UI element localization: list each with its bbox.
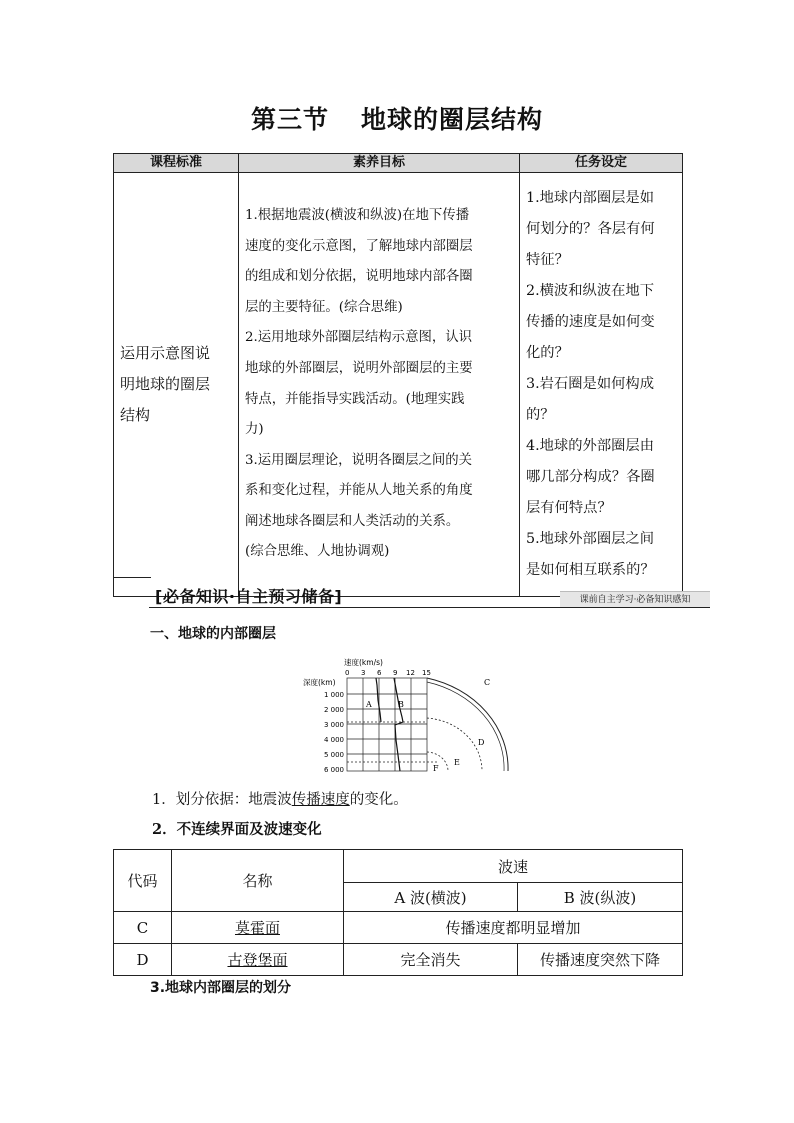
speed-tick: 12 — [406, 669, 415, 677]
tasks-cell — [520, 173, 683, 597]
seismic-wave-diagram — [298, 655, 510, 775]
goal-line: 速度的变化示意图，了解地球内部圈层 — [245, 238, 473, 254]
depth-tick: 3 000 — [323, 721, 344, 729]
task-line: 5.地球外部圈层之间 — [526, 531, 655, 547]
header-tasks: 任务设定 — [520, 154, 683, 173]
title-topic: 地球的圈层结构 — [361, 105, 544, 134]
task-line: 的？ — [526, 407, 555, 423]
header-wave-speed: 波速 — [344, 850, 683, 883]
task-line: 传播的速度是如何变 — [526, 314, 655, 330]
curriculum-standards-table — [113, 153, 683, 597]
task-line: 1.地球内部圈层是如 — [526, 190, 655, 206]
speed-tick: 3 — [361, 669, 366, 677]
name-value: 古登堡面 — [227, 951, 288, 969]
division-basis-prefix: 1．划分依据：地震波 — [152, 792, 292, 808]
division-basis-underlined: 传播速度 — [291, 792, 350, 808]
speed-ticks — [345, 669, 431, 677]
division-basis-suffix: 的变化。 — [349, 792, 408, 808]
depth-tick: 6 000 — [323, 766, 344, 774]
cell-name — [172, 912, 344, 944]
label-A: A — [366, 700, 372, 709]
section-divider — [149, 607, 710, 608]
task-line: 何划分的？各层有何 — [526, 221, 655, 237]
goal-line: 3.运用圈层理论，说明各圈层之间的关 — [245, 452, 473, 468]
header-a-wave: A 波(横波) — [344, 883, 518, 912]
standard-cell — [114, 173, 239, 597]
goal-line: 特点，并能指导实践活动。(地理实践 — [245, 391, 465, 407]
depth-tick: 1 000 — [323, 691, 344, 699]
task-line: 是如何相互联系的？ — [526, 562, 655, 578]
label-C: C — [484, 678, 491, 687]
label-E: E — [454, 758, 460, 767]
discontinuity-heading: 2．不连续界面及波速变化 — [152, 821, 322, 838]
cell-wave-change: 传播速度都明显增加 — [344, 912, 683, 944]
section-title: [必备知识·自主预习储备] — [155, 587, 343, 606]
cell-a-wave: 完全消失 — [344, 944, 518, 976]
division-basis — [152, 788, 408, 809]
standard-line: 结构 — [120, 406, 151, 424]
standard-line: 明地球的圈层 — [120, 375, 211, 393]
depth-tick: 4 000 — [323, 736, 344, 744]
task-line: 2.横波和纵波在地下 — [526, 283, 655, 299]
task-line: 特征？ — [526, 252, 569, 268]
header-goals: 素养目标 — [239, 154, 520, 173]
task-line: 哪几部分构成？各圈 — [526, 469, 655, 485]
label-B: B — [398, 700, 404, 709]
cell-code: D — [114, 944, 172, 976]
goal-line: (综合思维、人地协调观) — [245, 544, 390, 560]
name-value: 莫霍面 — [234, 919, 280, 937]
standard-line: 运用示意图说 — [120, 344, 211, 362]
table-bottom-rule — [113, 577, 151, 578]
grid — [347, 678, 427, 771]
title-section-number: 第三节 — [250, 105, 329, 134]
speed-axis-label: 速度(km/s) — [344, 658, 383, 667]
goal-line: 力) — [245, 422, 264, 438]
speed-tick: 9 — [393, 669, 398, 677]
discontinuity-table — [113, 849, 683, 976]
goal-line: 层的主要特征。(综合思维) — [245, 299, 403, 315]
depth-axis-label: 深度(km) — [303, 678, 336, 687]
goals-cell — [239, 173, 520, 597]
depth-tick: 2 000 — [323, 706, 344, 714]
heading-internal-layers: 一、地球的内部圈层 — [150, 626, 276, 642]
page-title — [0, 100, 794, 136]
goal-line: 的组成和划分依据，说明地球内部各圈 — [245, 269, 473, 285]
layer-division-heading: 3.地球内部圈层的划分 — [150, 980, 292, 996]
layer-labels — [365, 678, 490, 773]
cell-code: C — [114, 912, 172, 944]
section-tag: 课前自主学习·必备知识感知 — [560, 591, 710, 608]
header-name: 名称 — [172, 850, 344, 912]
task-line: 4.地球的外部圈层由 — [526, 438, 655, 454]
goal-line: 1.根据地震波(横波和纵波)在地下传播 — [245, 207, 470, 223]
header-code: 代码 — [114, 850, 172, 912]
speed-tick: 6 — [377, 669, 382, 677]
goal-line: 系和变化过程，并能从人地关系的角度 — [245, 483, 473, 499]
goal-line: 地球的外部圈层，说明外部圈层的主要 — [245, 360, 473, 376]
header-standard: 课程标准 — [114, 154, 239, 173]
speed-tick: 0 — [345, 669, 350, 677]
task-line: 3.岩石圈是如何构成 — [526, 376, 655, 392]
depth-ticks — [324, 691, 344, 774]
label-D: D — [478, 738, 485, 747]
goal-line: 2.运用地球外部圈层结构示意图，认识 — [245, 330, 473, 346]
goal-line: 阐述地球各圈层和人类活动的关系。 — [245, 513, 460, 529]
speed-tick: 15 — [422, 669, 431, 677]
depth-tick: 5 000 — [323, 751, 344, 759]
label-F: F — [433, 764, 439, 773]
task-line: 层有何特点？ — [526, 500, 612, 516]
task-line: 化的？ — [526, 345, 569, 361]
cell-b-wave: 传播速度突然下降 — [518, 944, 683, 976]
header-b-wave: B 波(纵波) — [518, 883, 683, 912]
cell-name — [172, 944, 344, 976]
